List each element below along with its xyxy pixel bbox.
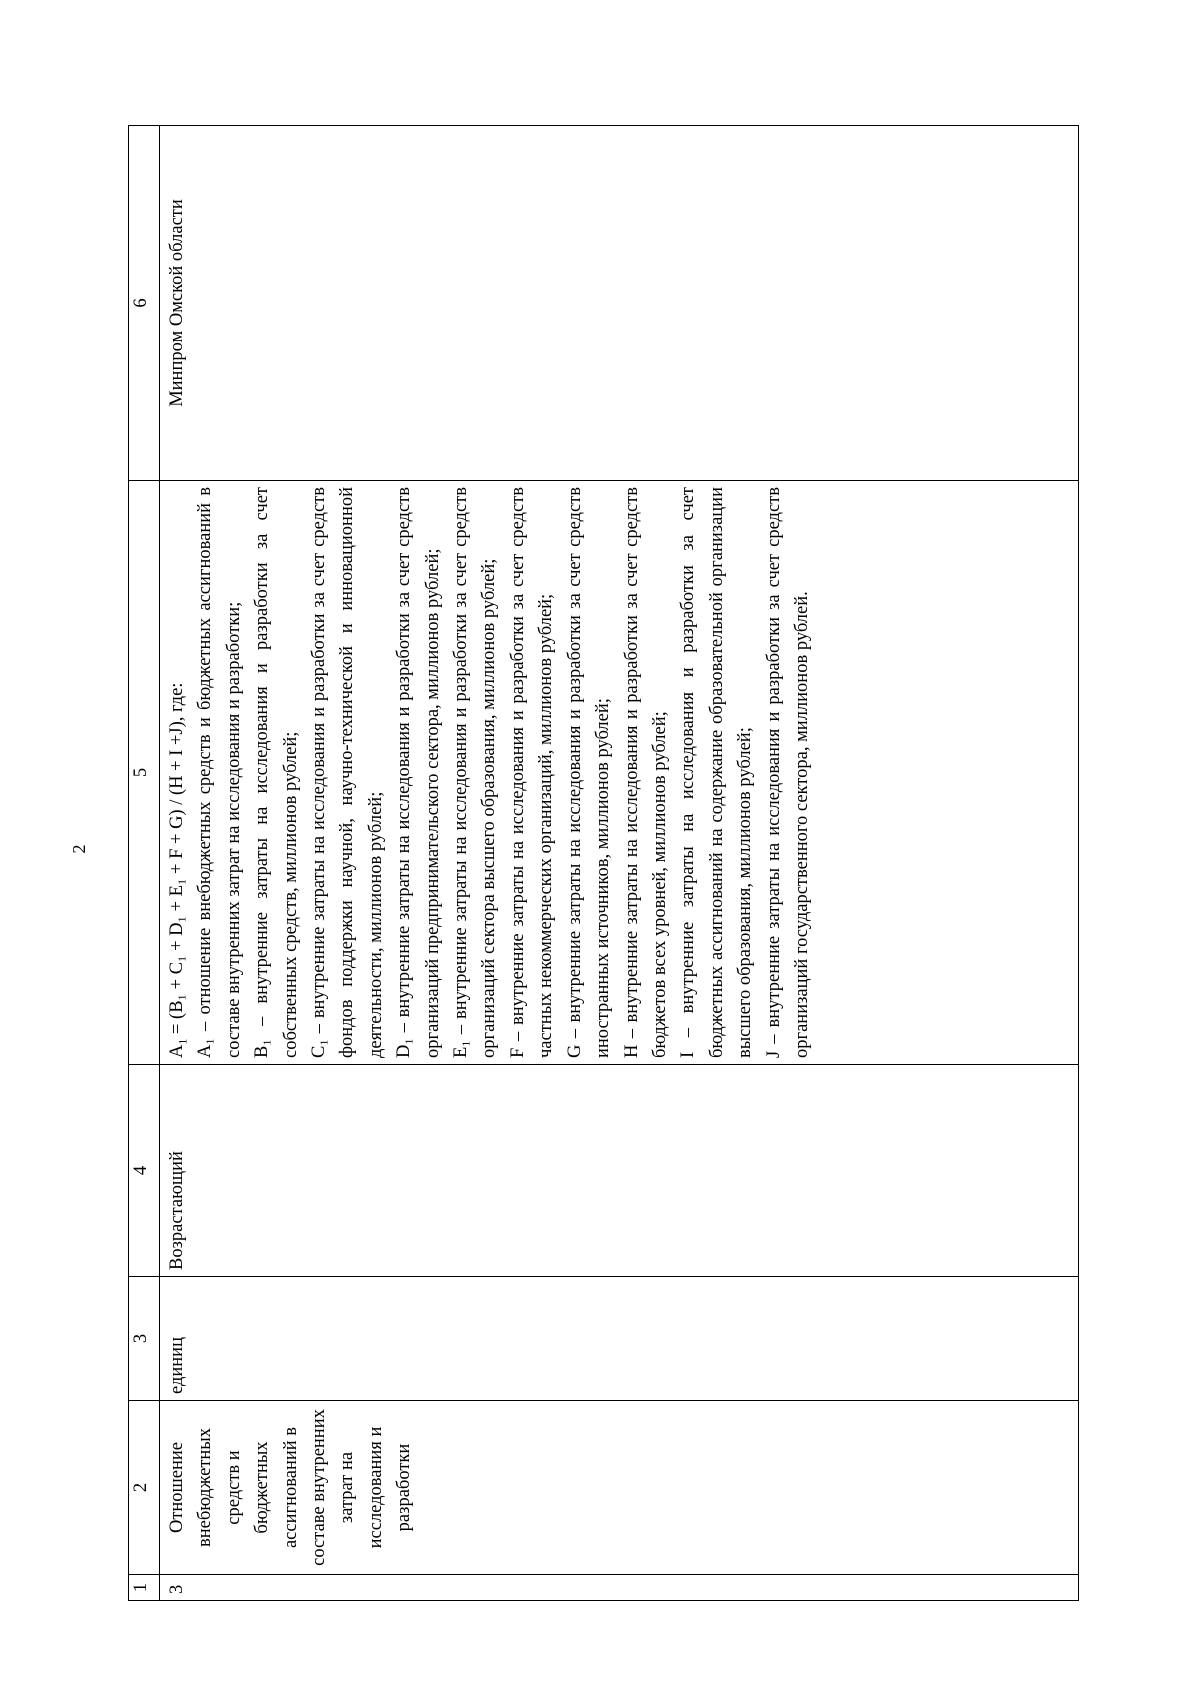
formula-body: = (B₁ + C₁ + D₁ + E₁ + F + G) / (H + I +J), где: bbox=[167, 682, 187, 1039]
header-row bbox=[129, 126, 160, 1601]
definition-g: G – внутренние затраты на исследования и разработки за счет средств иностранных источников, миллионов рублей; bbox=[564, 487, 614, 1058]
responsible-cell: Минпром Омской области bbox=[160, 126, 1079, 481]
definition-h: H – внутренние затраты на исследования и разработки за счет средств бюджетов всех уровней, миллионов рублей; bbox=[621, 487, 670, 1058]
unit-cell: единиц bbox=[160, 1277, 1079, 1401]
table-row bbox=[160, 126, 1079, 1601]
formula-cell bbox=[160, 481, 1079, 1065]
formula-prefix: A bbox=[167, 1044, 187, 1058]
header-col-1: 1 bbox=[129, 1575, 160, 1601]
definition-a1: A₁ – отношение внебюджетных средств и бюджетных ассигнований в составе внутренних затрат на исследования и разработки; bbox=[195, 487, 244, 1058]
header-col-2: 2 bbox=[129, 1401, 160, 1575]
page-number: 2 bbox=[69, 844, 89, 854]
definition-i: I – внутренние затраты на исследования и разработки за счет бюджетных ассигнований на содержание образовательной организации высшего образования, миллионов рублей; bbox=[678, 487, 756, 1058]
definition-j: J – внутренние затраты на исследования и разработки за счет средств организаций государственного сектора, миллионов рублей. bbox=[763, 487, 812, 1058]
formula-line bbox=[163, 487, 191, 1058]
definition-c1: C₁ – внутренние затраты на исследования и разработки за счет средств фондов поддержки научной, научно-технической и инновационной деятельности, миллионов рублей; bbox=[309, 487, 386, 1058]
definition-d1: D₁ – внутренние затраты на исследования и разработки за счет средств организаций предпринимательского сектора, миллионов рублей; bbox=[394, 487, 443, 1058]
header-col-6: 6 bbox=[129, 126, 160, 481]
header-col-5: 5 bbox=[129, 481, 160, 1065]
indicator-name: Отношение внебюджетных средств и бюджетных ассигнований в составе внутренних затрат на исследования и разработки bbox=[160, 1401, 1079, 1575]
formula-subscript: 1 bbox=[175, 1038, 190, 1045]
indicator-table bbox=[128, 125, 1079, 1601]
header-col-3: 3 bbox=[129, 1277, 160, 1401]
row-number: 3 bbox=[160, 1575, 1079, 1601]
definition-e1: E₁ – внутренние затраты на исследования и разработки за счет средств организаций сектора высшего образования, миллионов рублей; bbox=[451, 487, 500, 1058]
definition-b1: B₁ – внутренние затраты на исследования и разработки за счет собственных средств, миллионов рублей; bbox=[252, 487, 301, 1058]
definition-f: F – внутренние затраты на исследования и разработки за счет средств частных некоммерческих организаций, миллионов рублей; bbox=[507, 487, 557, 1058]
rotated-table-container bbox=[128, 126, 1079, 1601]
trend-cell: Возрастающий bbox=[160, 1065, 1079, 1277]
header-col-4: 4 bbox=[129, 1065, 160, 1277]
